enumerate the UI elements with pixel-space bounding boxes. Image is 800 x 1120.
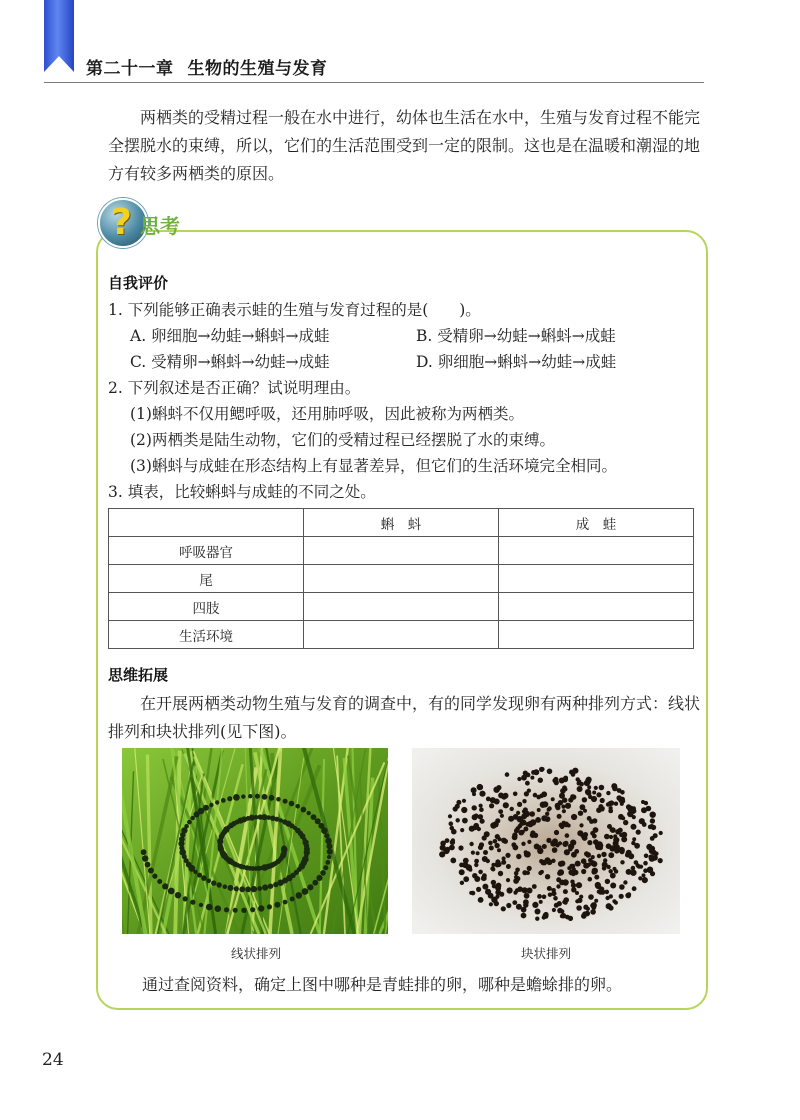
table-row	[109, 537, 694, 565]
q2-item-1: (1)蝌蚪不仅用鳃呼吸，还用肺呼吸，因此被称为两栖类。	[130, 405, 524, 423]
table-header-cell: 成 蛙	[499, 509, 694, 537]
header-divider	[44, 82, 704, 83]
table-row	[109, 565, 694, 593]
blank-cell[interactable]	[304, 537, 499, 565]
comparison-table	[108, 508, 694, 649]
table-header-cell: 蝌 蚪	[304, 509, 499, 537]
closing-question: 通过查阅资料，确定上图中哪种是青蛙排的卵，哪种是蟾蜍排的卵。	[142, 975, 623, 994]
q1-option-a: A. 卵细胞→幼蛙→蝌蚪→成蛙	[130, 327, 330, 345]
blank-cell[interactable]	[304, 565, 499, 593]
caption-string-eggs: 线状排列	[230, 946, 281, 961]
table-row	[109, 621, 694, 649]
clump-eggs-photo	[412, 748, 680, 934]
blank-cell[interactable]	[499, 565, 694, 593]
expand-paragraph: 在开展两栖类动物生殖与发育的调查中，有的同学发现卵有两种排列方式：线状排列和块状排列(见下图)。	[108, 694, 701, 741]
page-number: 24	[42, 1050, 64, 1070]
q2-stem: 2. 下列叙述是否正确？试说明理由。	[108, 379, 361, 397]
blank-cell[interactable]	[499, 593, 694, 621]
q1-option-c: C. 受精卵→蝌蚪→幼蛙→成蛙	[130, 353, 330, 371]
string-eggs-photo	[122, 748, 388, 934]
grass-eggs-image	[122, 748, 388, 934]
table-header-cell	[109, 509, 304, 537]
self-eval-title: 自我评价	[108, 274, 169, 292]
table-row	[109, 593, 694, 621]
q1-stem: 1. 下列能够正确表示蛙的生殖与发育过程的是( )。	[108, 301, 481, 319]
intro-paragraph: 两栖类的受精过程一般在水中进行，幼体也生活在水中，生殖与发育过程不能完全摆脱水的束缚，所以，它们的生活范围受到一定的限制。这也是在温暖和潮湿的地方有较多两栖类的原因。	[108, 108, 701, 183]
chapter-title: 生物的生殖与发育	[187, 59, 328, 79]
row-label: 四肢	[109, 593, 304, 621]
q3-stem: 3. 填表，比较蝌蚪与成蛙的不同之处。	[108, 483, 376, 501]
row-label: 生活环境	[109, 621, 304, 649]
q1-option-d: D. 卵细胞→蝌蚪→幼蛙→成蛙	[416, 353, 617, 371]
row-label: 呼吸器官	[109, 537, 304, 565]
row-label: 尾	[109, 565, 304, 593]
chapter-number: 第二十一章	[86, 59, 174, 79]
q1-option-b: B. 受精卵→幼蛙→蝌蚪→成蛙	[416, 327, 616, 345]
blank-cell[interactable]	[499, 537, 694, 565]
chapter-bookmark-ribbon	[44, 0, 74, 72]
chapter-header	[86, 54, 328, 79]
caption-clump-eggs: 块状排列	[520, 946, 571, 961]
think-title: 思考	[140, 214, 180, 238]
egg-clump-image	[412, 748, 680, 934]
q2-item-3: (3)蝌蚪与成蛙在形态结构上有显著差异，但它们的生活环境完全相同。	[130, 457, 617, 475]
blank-cell[interactable]	[304, 593, 499, 621]
q2-item-2: (2)两栖类是陆生动物，它们的受精过程已经摆脱了水的束缚。	[130, 431, 555, 449]
table-header-row	[109, 509, 694, 537]
blank-cell[interactable]	[304, 621, 499, 649]
blank-cell[interactable]	[499, 621, 694, 649]
expand-title: 思维拓展	[108, 666, 169, 684]
question-mark-icon: ?	[98, 198, 148, 248]
